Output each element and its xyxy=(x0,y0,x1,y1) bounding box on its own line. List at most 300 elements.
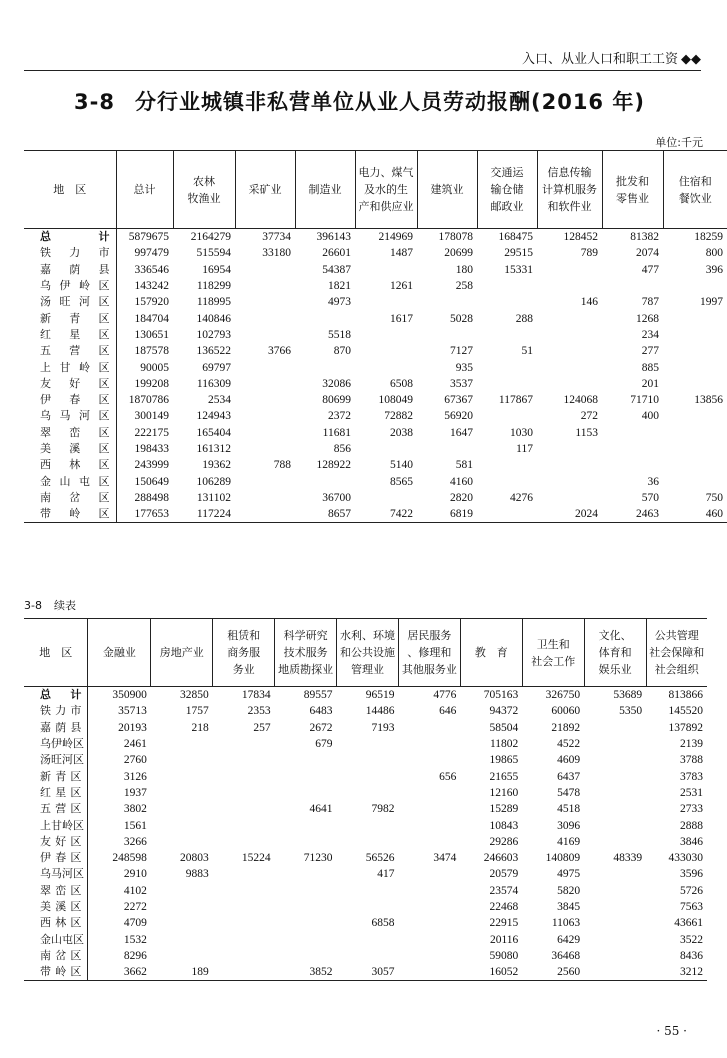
value-cell xyxy=(398,948,460,964)
value-cell: 4973 xyxy=(328,296,351,309)
value-cell xyxy=(417,294,477,310)
column-header: 教 育 xyxy=(460,619,522,687)
value-cell: 1030 xyxy=(510,426,533,439)
table-row xyxy=(24,245,727,261)
value-cell: 9883 xyxy=(185,868,209,881)
value-cell xyxy=(151,883,213,899)
value-cell: 750 xyxy=(705,491,723,504)
value-cell xyxy=(477,408,537,424)
table-title: 分行业城镇非私营单位从业人员劳动报酬(2016 年) xyxy=(135,90,645,114)
value-cell: 150649 xyxy=(134,475,169,488)
value-cell xyxy=(235,310,295,326)
value-cell: 2272 xyxy=(123,901,147,913)
column-header: 公共管理 社会保障和 社会组织 xyxy=(646,619,707,687)
value-cell xyxy=(213,899,275,915)
value-cell: 10843 xyxy=(489,819,519,832)
value-cell: 4169 xyxy=(557,835,581,848)
value-cell: 7193 xyxy=(371,721,395,734)
value-cell: 3474 xyxy=(433,852,457,865)
table-row xyxy=(24,457,727,473)
value-cell xyxy=(235,376,295,392)
value-cell: 5518 xyxy=(328,328,351,341)
value-cell: 117224 xyxy=(196,508,231,521)
value-cell xyxy=(477,506,537,523)
value-cell: 59080 xyxy=(489,949,519,962)
value-cell xyxy=(355,343,417,359)
value-cell: 201 xyxy=(641,377,659,390)
value-cell xyxy=(213,785,275,801)
column-header: 制造业 xyxy=(295,151,355,229)
value-cell: 288 xyxy=(515,312,533,325)
column-header-region: 地 区 xyxy=(24,151,116,229)
column-header: 信息传输 计算机服务 和软件业 xyxy=(537,151,602,229)
value-cell xyxy=(235,262,295,278)
column-header-region: 地 区 xyxy=(24,619,88,687)
diamond-icon: ◆◆ xyxy=(681,52,701,67)
value-cell xyxy=(275,785,337,801)
value-cell: 3766 xyxy=(268,345,291,358)
region-cell: 乌伊岭区 xyxy=(24,736,88,752)
value-cell: 7563 xyxy=(680,901,703,913)
table-row xyxy=(24,294,727,310)
value-cell xyxy=(477,294,537,310)
value-cell: 3845 xyxy=(557,901,581,913)
value-cell: 130651 xyxy=(134,328,169,341)
value-cell: 168475 xyxy=(498,231,533,244)
value-cell: 37734 xyxy=(262,231,291,244)
table-row xyxy=(24,506,727,523)
region-cell: 红星区 xyxy=(24,785,88,801)
value-cell: 4641 xyxy=(309,803,333,816)
value-cell: 178078 xyxy=(438,231,473,244)
value-cell xyxy=(355,262,417,278)
table-row xyxy=(24,408,727,424)
value-cell xyxy=(584,768,646,784)
value-cell xyxy=(235,278,295,294)
value-cell: 2164279 xyxy=(190,231,231,244)
value-cell xyxy=(235,294,295,310)
value-cell: 3846 xyxy=(680,835,703,848)
value-cell: 8657 xyxy=(328,508,351,521)
value-cell: 29515 xyxy=(504,247,533,260)
value-cell: 4709 xyxy=(123,917,147,930)
value-cell xyxy=(337,817,399,833)
value-cell: 4609 xyxy=(557,754,581,767)
value-cell xyxy=(275,899,337,915)
value-cell: 257 xyxy=(253,721,271,734)
value-cell: 1561 xyxy=(123,819,147,832)
value-cell xyxy=(235,425,295,441)
value-cell: 2560 xyxy=(557,966,581,979)
value-cell xyxy=(663,425,727,441)
region-cell: 五营区 xyxy=(24,801,88,817)
value-cell: 4776 xyxy=(433,689,457,702)
value-cell: 4160 xyxy=(450,475,473,488)
value-cell: 161312 xyxy=(196,443,231,455)
table-row xyxy=(24,359,727,375)
value-cell: 54387 xyxy=(322,263,351,276)
value-cell xyxy=(355,327,417,343)
value-cell xyxy=(235,392,295,408)
value-cell xyxy=(584,752,646,768)
value-cell: 679 xyxy=(315,738,333,751)
value-cell xyxy=(537,473,602,489)
value-cell xyxy=(235,441,295,457)
region-cell: 西林区 xyxy=(24,915,88,931)
region-cell: 汤旺河区 xyxy=(24,294,116,310)
value-cell xyxy=(275,817,337,833)
table-number: 3-8 xyxy=(74,90,115,114)
value-cell: 19865 xyxy=(489,754,519,767)
table-row xyxy=(24,915,707,931)
value-cell: 21892 xyxy=(551,721,581,734)
value-cell: 16052 xyxy=(489,966,519,979)
value-cell xyxy=(275,866,337,882)
value-cell: 2139 xyxy=(680,738,703,751)
value-cell: 885 xyxy=(641,361,659,374)
value-cell: 145520 xyxy=(668,705,703,718)
value-cell xyxy=(398,736,460,752)
column-header: 卫生和 社会工作 xyxy=(522,619,584,687)
value-cell: 53689 xyxy=(613,689,643,702)
region-cell: 上甘岭区 xyxy=(24,817,88,833)
value-cell: 140809 xyxy=(545,852,581,865)
region-cell: 美溪区 xyxy=(24,899,88,915)
value-cell: 1821 xyxy=(328,280,351,293)
value-cell: 656 xyxy=(439,770,457,783)
value-cell xyxy=(417,441,477,457)
value-cell: 856 xyxy=(333,443,351,455)
region-cell: 乌马河区 xyxy=(24,408,116,424)
value-cell: 1268 xyxy=(636,312,659,325)
value-cell xyxy=(337,736,399,752)
value-cell: 184704 xyxy=(134,312,169,325)
value-cell: 400 xyxy=(641,410,659,423)
value-cell: 243999 xyxy=(134,459,169,472)
value-cell: 396143 xyxy=(316,231,351,244)
value-cell: 11681 xyxy=(322,426,351,439)
value-cell: 222175 xyxy=(134,426,169,439)
value-cell: 60060 xyxy=(551,705,581,718)
value-cell: 1617 xyxy=(390,312,413,325)
table-row xyxy=(24,392,727,408)
value-cell: 433030 xyxy=(668,852,703,865)
value-cell: 788 xyxy=(273,459,291,472)
value-cell: 15331 xyxy=(504,263,533,276)
region-cell: 金山屯区 xyxy=(24,931,88,947)
value-cell: 6483 xyxy=(309,705,333,718)
value-cell: 813866 xyxy=(668,689,703,702)
value-cell: 36468 xyxy=(551,949,581,962)
value-cell xyxy=(602,425,663,441)
value-cell: 51 xyxy=(521,345,533,358)
value-cell: 3522 xyxy=(680,933,703,946)
value-cell xyxy=(275,834,337,850)
value-cell xyxy=(537,310,602,326)
value-cell: 5820 xyxy=(557,884,581,897)
value-cell: 5726 xyxy=(680,884,703,897)
value-cell: 199208 xyxy=(134,377,169,390)
value-cell xyxy=(151,948,213,964)
value-cell: 417 xyxy=(377,868,395,881)
value-cell: 36700 xyxy=(322,491,351,504)
value-cell: 3802 xyxy=(123,803,147,816)
value-cell: 4276 xyxy=(510,491,533,504)
table-row xyxy=(24,850,707,866)
value-cell: 800 xyxy=(705,247,723,260)
value-cell xyxy=(477,327,537,343)
value-cell xyxy=(213,915,275,931)
value-cell xyxy=(537,441,602,457)
value-cell xyxy=(151,834,213,850)
value-cell xyxy=(337,948,399,964)
value-cell: 177653 xyxy=(134,508,169,521)
table-row xyxy=(24,834,707,850)
value-cell: 3266 xyxy=(123,835,147,848)
value-cell: 118995 xyxy=(196,296,231,309)
value-cell: 2372 xyxy=(328,410,351,423)
value-cell: 13856 xyxy=(694,394,723,407)
column-header: 交通运 输仓储 邮政业 xyxy=(477,151,537,229)
region-cell: 乌伊岭区 xyxy=(24,278,116,294)
value-cell: 997479 xyxy=(134,247,169,260)
value-cell xyxy=(663,359,727,375)
value-cell: 248598 xyxy=(112,852,147,865)
value-cell xyxy=(337,899,399,915)
value-cell: 3096 xyxy=(557,819,581,832)
continued-label: 续表 xyxy=(53,599,76,612)
value-cell: 214969 xyxy=(378,231,413,244)
value-cell xyxy=(295,473,355,489)
value-cell: 4518 xyxy=(557,803,581,816)
value-cell xyxy=(602,441,663,457)
value-cell: 1647 xyxy=(450,426,473,439)
value-cell xyxy=(584,817,646,833)
value-cell xyxy=(477,376,537,392)
value-cell: 20699 xyxy=(444,247,473,260)
value-cell xyxy=(584,834,646,850)
value-cell xyxy=(477,457,537,473)
value-cell: 2463 xyxy=(636,508,659,521)
value-cell: 69797 xyxy=(202,361,231,374)
value-cell xyxy=(537,278,602,294)
region-cell: 南岔区 xyxy=(24,490,116,506)
value-cell xyxy=(398,834,460,850)
value-cell: 102793 xyxy=(196,328,231,341)
region-cell: 汤旺河区 xyxy=(24,752,88,768)
value-cell: 108049 xyxy=(378,394,413,407)
value-cell xyxy=(417,327,477,343)
value-cell xyxy=(537,376,602,392)
value-cell xyxy=(537,343,602,359)
table-row xyxy=(24,425,727,441)
value-cell: 146 xyxy=(580,296,598,309)
page-number: · 55 · xyxy=(656,1024,687,1038)
value-cell: 35713 xyxy=(118,705,147,718)
value-cell xyxy=(398,801,460,817)
value-cell: 117867 xyxy=(498,394,533,407)
value-cell xyxy=(151,931,213,947)
value-cell: 20803 xyxy=(179,852,209,865)
region-cell: 带岭区 xyxy=(24,506,116,523)
column-header: 租赁和 商务服 务业 xyxy=(213,619,275,687)
value-cell xyxy=(663,408,727,424)
value-cell xyxy=(337,785,399,801)
value-cell: 56920 xyxy=(444,410,473,423)
value-cell: 3537 xyxy=(450,377,473,390)
value-cell: 515594 xyxy=(196,247,231,260)
column-header: 住宿和 餐饮业 xyxy=(663,151,727,229)
value-cell: 272 xyxy=(580,410,598,423)
value-cell: 4102 xyxy=(123,884,147,897)
table-header-row xyxy=(24,619,707,687)
region-cell: 翠峦区 xyxy=(24,425,116,441)
value-cell: 326750 xyxy=(545,689,581,702)
value-cell xyxy=(355,490,417,506)
value-cell: 32850 xyxy=(179,689,209,702)
table-row xyxy=(24,801,707,817)
value-cell xyxy=(235,359,295,375)
value-cell: 787 xyxy=(641,296,659,309)
value-cell xyxy=(398,720,460,736)
value-cell: 3852 xyxy=(309,966,333,979)
region-cell: 带岭区 xyxy=(24,964,88,981)
value-cell: 80699 xyxy=(322,394,351,407)
table-row xyxy=(24,441,727,457)
value-cell: 6429 xyxy=(557,933,581,946)
value-cell: 157920 xyxy=(134,296,169,309)
value-cell xyxy=(275,752,337,768)
value-cell: 460 xyxy=(705,508,723,521)
table-row xyxy=(24,327,727,343)
value-cell: 12160 xyxy=(489,786,519,799)
value-cell xyxy=(235,490,295,506)
value-cell xyxy=(337,752,399,768)
value-cell xyxy=(477,359,537,375)
column-header: 房地产业 xyxy=(151,619,213,687)
value-cell xyxy=(213,801,275,817)
region-cell: 新青区 xyxy=(24,310,116,326)
value-cell: 180 xyxy=(455,263,473,276)
value-cell xyxy=(584,801,646,817)
value-cell: 7422 xyxy=(390,508,413,521)
value-cell: 7982 xyxy=(371,803,395,816)
column-header: 金融业 xyxy=(88,619,151,687)
value-cell: 246603 xyxy=(483,852,519,865)
wage-table-part1 xyxy=(24,150,727,523)
value-cell: 300149 xyxy=(134,410,169,423)
value-cell xyxy=(213,948,275,964)
value-cell: 189 xyxy=(191,966,209,979)
table-header-row xyxy=(24,151,727,229)
value-cell: 396 xyxy=(705,263,723,276)
value-cell: 2672 xyxy=(309,721,333,734)
column-header: 科学研究 技术服务 地质勘探业 xyxy=(275,619,337,687)
value-cell xyxy=(275,768,337,784)
value-cell xyxy=(584,931,646,947)
column-header: 文化、 体育和 娱乐业 xyxy=(584,619,646,687)
value-cell xyxy=(584,948,646,964)
value-cell xyxy=(213,931,275,947)
value-cell: 16954 xyxy=(202,263,231,276)
value-cell: 5478 xyxy=(557,786,581,799)
value-cell: 8436 xyxy=(680,949,703,962)
value-cell: 7127 xyxy=(450,345,473,358)
value-cell: 89557 xyxy=(303,689,333,702)
value-cell: 705163 xyxy=(483,689,519,702)
region-cell: 金山屯区 xyxy=(24,473,116,489)
value-cell xyxy=(602,278,663,294)
value-cell xyxy=(275,883,337,899)
value-cell xyxy=(663,278,727,294)
value-cell xyxy=(213,964,275,981)
region-cell: 友好区 xyxy=(24,834,88,850)
value-cell xyxy=(537,359,602,375)
table-row xyxy=(24,473,727,489)
page-title xyxy=(0,86,719,116)
table-row xyxy=(24,262,727,278)
value-cell: 117 xyxy=(516,443,533,455)
value-cell xyxy=(275,931,337,947)
continued-table-number: 3-8 xyxy=(24,599,42,612)
value-cell xyxy=(213,866,275,882)
value-cell xyxy=(398,931,460,947)
table-row xyxy=(24,376,727,392)
value-cell: 20193 xyxy=(118,721,147,734)
table-row xyxy=(24,817,707,833)
table-row xyxy=(24,768,707,784)
value-cell: 128452 xyxy=(563,231,598,244)
value-cell xyxy=(213,834,275,850)
value-cell xyxy=(355,294,417,310)
value-cell xyxy=(584,915,646,931)
wage-table-part2 xyxy=(24,618,707,981)
value-cell xyxy=(151,736,213,752)
value-cell: 6819 xyxy=(450,508,473,521)
value-cell xyxy=(663,327,727,343)
value-cell: 5879675 xyxy=(128,231,169,244)
region-cell: 伊春区 xyxy=(24,392,116,408)
table-row xyxy=(24,703,707,719)
value-cell: 6508 xyxy=(390,377,413,390)
value-cell: 789 xyxy=(580,247,598,260)
value-cell: 20116 xyxy=(489,933,519,946)
value-cell: 71710 xyxy=(630,394,659,407)
value-cell xyxy=(275,948,337,964)
value-cell xyxy=(213,736,275,752)
value-cell: 36 xyxy=(647,475,659,488)
value-cell xyxy=(275,915,337,931)
value-cell: 1870786 xyxy=(128,394,169,407)
value-cell: 3788 xyxy=(680,754,703,767)
value-cell: 48339 xyxy=(613,852,643,865)
value-cell: 2888 xyxy=(680,819,703,832)
value-cell: 8296 xyxy=(123,949,147,962)
value-cell xyxy=(584,964,646,981)
value-cell: 350900 xyxy=(112,689,147,702)
value-cell xyxy=(537,262,602,278)
value-cell xyxy=(151,785,213,801)
table-row xyxy=(24,899,707,915)
value-cell: 218 xyxy=(191,721,209,734)
value-cell xyxy=(398,915,460,931)
value-cell: 288498 xyxy=(134,491,169,504)
value-cell xyxy=(398,899,460,915)
value-cell: 277 xyxy=(641,345,659,358)
value-cell xyxy=(398,866,460,882)
value-cell: 3596 xyxy=(680,868,703,881)
value-cell: 3057 xyxy=(371,966,395,979)
